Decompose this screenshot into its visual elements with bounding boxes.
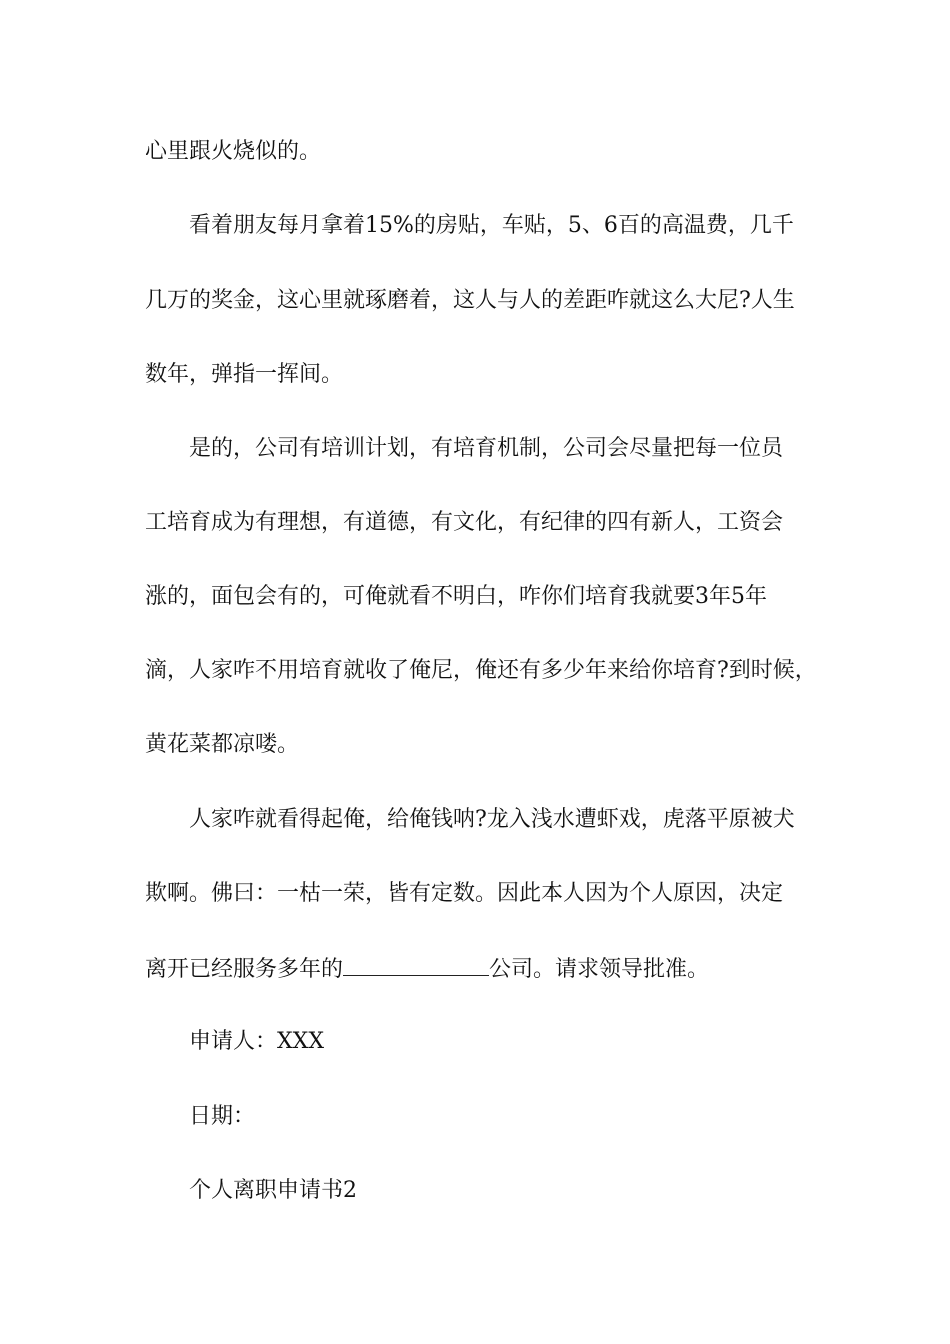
text-line: 黄花菜都凉喽。	[145, 732, 300, 757]
applicant-line: 申请人：XXX	[189, 1029, 324, 1054]
text-line: 数年，弹指一挥间。	[145, 362, 344, 387]
paragraph-start-line: 人家咋就看得起俺，给俺钱呐?龙入浅水遭虾戏，虎落平原被犬	[189, 807, 795, 832]
company-line-after: 公司。请求领导批准。	[489, 957, 710, 982]
next-section-title: 个人离职申请书2	[189, 1178, 357, 1203]
text-line: 工培育成为有理想，有道德，有文化，有纪律的四有新人，工资会	[145, 510, 784, 535]
text-line: 涨的，面包会有的，可俺就看不明白，咋你们培育我就要3年5年	[145, 584, 767, 609]
paragraph-start-line: 是的，公司有培训计划，有培育机制，公司会尽量把每一位员	[189, 436, 784, 461]
text-line: 几万的奖金，这心里就琢磨着，这人与人的差距咋就这么大尼?人生	[145, 288, 795, 313]
company-line	[145, 953, 709, 983]
text-line: 滴，人家咋不用培育就收了俺尼，俺还有多少年来给你培育?到时候，	[145, 658, 817, 683]
paragraph-start-line: 看着朋友每月拿着15%的房贴，车贴，5、6百的高温费，几千	[189, 213, 794, 238]
company-line-before: 离开已经服务多年的	[145, 957, 344, 982]
text-line: 欺啊。佛曰：一枯一荣，皆有定数。因此本人因为个人原因，决定	[145, 881, 784, 906]
company-name-blank	[343, 953, 489, 976]
text-line: 心里跟火烧似的。	[145, 139, 322, 164]
date-line: 日期：	[189, 1104, 256, 1129]
